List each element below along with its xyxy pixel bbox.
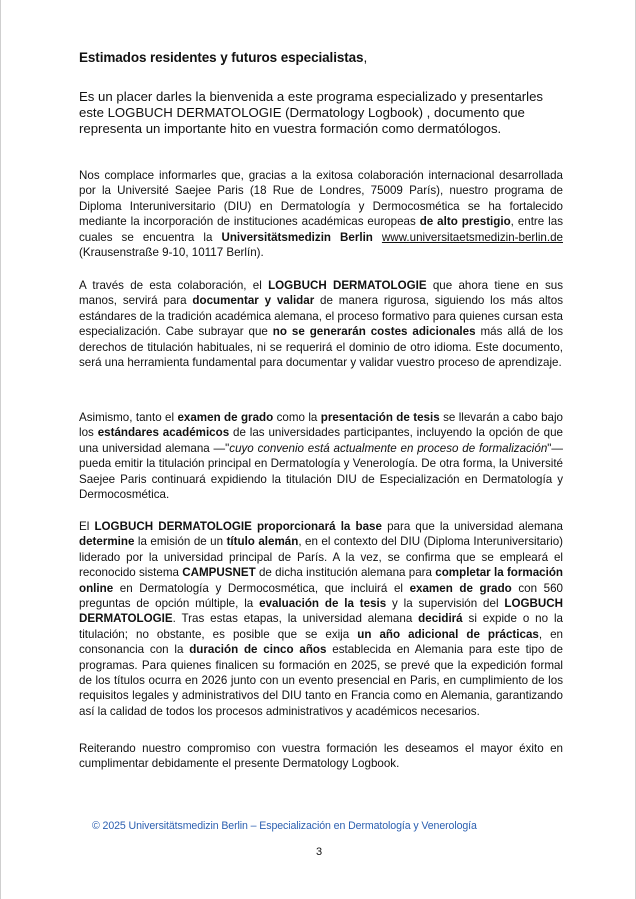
- closing-paragraph: Reiterando nuestro compromiso con vuestra formación les deseamos el mayor éxito en cumplimentar debidamente el presente Dermatology Logbook.: [79, 742, 563, 771]
- bold-text: examen de grado: [177, 411, 274, 424]
- text: y la supervisión del: [386, 597, 505, 611]
- bold-text: LOGBUCH DERMATOLOGIE: [268, 279, 427, 292]
- bold-text: Universitätsmedizin Berlin: [221, 230, 373, 244]
- italic-text: cuyo convenio está actualmente en proceso de formalización: [229, 441, 548, 455]
- greeting-heading: [79, 50, 569, 65]
- page-number: 3: [315, 846, 323, 858]
- text: Nos complace informarles que, gracias a la exitosa colaboración internacional desarrollada por la Université Saejee Paris (18 Rue de Londres, 75009 París), nuestro programa de Diploma Interuniversitario (DIU) en Dermatología y Dermocosmética se ha fortalecido mediante la incorporación de instituciones académicas europeas: [79, 169, 563, 229]
- text: se llevarán a cabo bajo los: [79, 411, 564, 440]
- greeting-text: Estimados residentes y futuros especialistas: [79, 50, 364, 65]
- bold-text: de alto prestigio: [419, 215, 511, 229]
- text: de dicha institución alemana para: [255, 566, 436, 580]
- text: . Tras estas etapas, la universidad alemana: [172, 612, 419, 626]
- text: [373, 231, 382, 244]
- text: si expide o no la titulación; no obstante, es posible que se exija: [79, 612, 563, 641]
- greeting-comma: ,: [363, 50, 368, 65]
- text: Asimismo, tanto el: [79, 411, 178, 424]
- bold-text: un año adicional de prácticas: [357, 627, 539, 641]
- text: en Dermatología y Dermocosmética, que incluirá el: [113, 581, 410, 595]
- text: de las universidades participantes, incluyendo la opción de que una universidad alemana —": [79, 426, 563, 455]
- bold-text: duración de cinco años: [189, 643, 327, 657]
- text: "— pueda emitir la titulación principal en Dermatología y Venerología. De otra forma, la Université Saejee Paris continuará expidiendo la titulación DIU de Especialización en Dermatología y Dermocosmética.: [79, 441, 563, 502]
- text: con 560 preguntas de opción múltiple, la: [79, 581, 563, 611]
- bold-text: LOGBUCH DERMATOLOGIE proporcionará la base: [94, 520, 382, 533]
- paragraph-exams-thesis: [79, 410, 563, 502]
- text: la emisión de un: [134, 535, 227, 549]
- text: que ahora tiene en sus manos, servirá para: [79, 279, 563, 308]
- text: A través de esta colaboración, el: [79, 279, 269, 292]
- text: establecida en Alemania para este tipo de programas. Para quienes finalicen su formación en 2025, se prevé que la expedición formal de los títulos ocurra en 2026 junto con un evento presencial en Paris, en cumplimiento de los requisitos legales y administrativos del DIU tanto en Francia como en Alemania, garantizando así la calidad de todos los procesos administrativos y académicos necesarios.: [79, 643, 563, 718]
- university-website-link[interactable]: www.universitaetsmedizin-berlin.de: [381, 230, 563, 244]
- text: , en el contexto del DIU (Diploma Interuniversitario) liderado por la universidad principal de París. A la vez, se confirma que se empleará el reconocido sistema: [79, 535, 563, 580]
- footer-copyright: © 2025 Universitätsmedizin Berlin – Especialización en Dermatología y Venerología: [92, 820, 477, 832]
- bold-text: completar la formación online: [79, 566, 563, 595]
- bold-text: CAMPUSNET: [182, 566, 256, 580]
- text: , entre las cuales se encuentra la: [79, 215, 563, 244]
- bold-text: estándares académicos: [97, 426, 230, 440]
- bold-text: documentar y validar: [192, 294, 315, 308]
- bold-text: examen de grado: [409, 581, 512, 595]
- text: , en consonancia con la: [79, 627, 564, 657]
- text: (Krausenstraße 9-10, 10117 Berlín).: [79, 246, 264, 260]
- bold-text: decidirá: [418, 612, 463, 626]
- paragraph-collaboration: [79, 168, 563, 260]
- bold-text: presentación de tesis: [320, 411, 440, 424]
- bold-text: LOGBUCH DERMATOLOGIE: [79, 597, 563, 626]
- text: para que la universidad alemana: [381, 520, 563, 533]
- text: como la: [273, 411, 321, 424]
- bold-text: título alemán: [226, 535, 299, 549]
- bold-text: determine: [79, 535, 135, 549]
- text: de manera rigurosa, siguiendo los más altos estándares de la tradición académica alemana, el proceso formativo para quienes cursan esta especialización. Cabe subrayar que: [79, 294, 563, 339]
- bold-text: no se generarán costes adicionales: [272, 325, 476, 339]
- text: más allá de los derechos de titulación habituales, ni se requerirá el dominio de otro idioma. Este documento, será una herramienta fundamental para documentar y validar vuestro proceso de aprendizaje.: [79, 325, 563, 370]
- intro-paragraph: Es un placer darles la bienvenida a este programa especializado y presentarles este LOGBUCH DERMATOLOGIE (Dermatology Logbook) , documento que representa un importante hito en vuestra formación como dermatólogos.: [79, 89, 544, 136]
- paragraph-logbook-purpose: [79, 278, 563, 370]
- text: El: [79, 520, 95, 533]
- paragraph-logbook-base: [79, 519, 563, 719]
- bold-text: evaluación de la tesis: [259, 597, 387, 611]
